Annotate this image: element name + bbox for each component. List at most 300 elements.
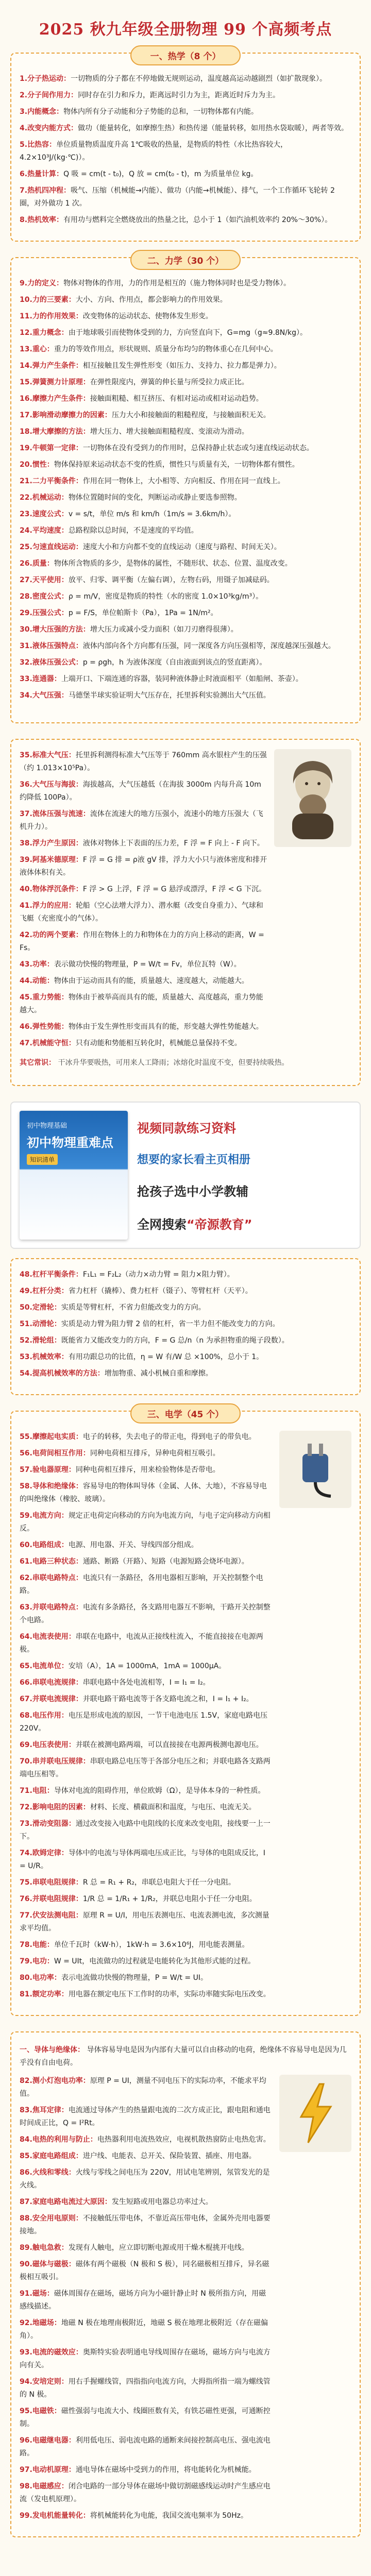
list-item [20, 426, 351, 438]
promo-banner[interactable] [10, 1101, 361, 1249]
item-text: 容易导电的物体叫导体（金属、人体、大地），不容易导电的叫绝缘体（橡胶、玻璃）。 [20, 1482, 267, 1503]
item-number: 48. [20, 1270, 32, 1279]
lightning-icon [279, 2075, 351, 2152]
list-item [20, 837, 268, 850]
item-text: Q 吸 = cm(t - t₀)，Q 放 = cm(t₀ - t)，m 为质量单位 kg。 [63, 170, 258, 178]
list-item [20, 442, 351, 455]
item-number: 46. [20, 1023, 32, 1031]
list-item [20, 2480, 273, 2506]
item-number: 35. [20, 751, 32, 759]
list-item [20, 2434, 273, 2460]
item-number: 80. [20, 1974, 32, 1982]
list-item [20, 541, 351, 554]
item-text: 单位千瓦时（kW·h），1kW·h = 3.6×10⁶J，用电能表测量。 [54, 1941, 249, 1949]
item-key: 液体压强特点： [32, 642, 83, 650]
item-text: 原理 P = UI，测量不同电压下的实际功率，不能求平均值。 [20, 2077, 266, 2098]
item-list [20, 277, 351, 706]
item-number: 21. [20, 477, 32, 485]
item-text: 用电器在额定电压下工作时的功率，实际功率随实际电压改变。 [68, 1990, 271, 1998]
list-item [20, 393, 351, 405]
content-with-picture [20, 1431, 351, 2005]
list-item [20, 2510, 273, 2522]
item-number: 50. [20, 1303, 32, 1312]
item-key: 杠杆平衡条件： [32, 1270, 83, 1279]
list-item [20, 1447, 273, 1460]
item-key: 电功率： [32, 1974, 61, 1982]
item-key: 电流表使用： [32, 1633, 76, 1641]
list-item [20, 492, 351, 504]
item-number: 43. [20, 960, 32, 969]
item-key: 速度公式： [32, 510, 69, 518]
item-number: 67. [20, 1695, 32, 1703]
item-key: 大气压与海拔： [32, 781, 83, 789]
list-item [20, 360, 351, 372]
item-key: 标准大气压： [32, 751, 76, 759]
item-key: 地磁场： [32, 2319, 61, 2327]
item-number: 96. [20, 2436, 32, 2445]
list-item [20, 1510, 273, 1535]
item-key: 影响电阻的因素： [32, 1803, 90, 1811]
list-item [20, 277, 351, 290]
item-key: 增大摩擦的方法： [32, 428, 90, 436]
misc-note-text: 干冰升华要吸热，可用来人工降雨；冰熔化时温度不变，但要持续吸热。 [58, 1059, 289, 1067]
item-text: 将机械能转化为电能，我国交流电频率为 50Hz。 [90, 2512, 248, 2520]
item-number: 38. [20, 839, 32, 848]
item-number: 91. [20, 2290, 32, 2298]
item-text: 物体由于发生弹性形变而具有的能，形变越大弹性势能越大。 [68, 1023, 263, 1031]
item-number: 94. [20, 2378, 32, 2386]
item-number: 99. [20, 2512, 32, 2520]
item-text: 轮船（空心法增大浮力）、潜水艇（改变自身重力）、气球和飞艇（充密度小的气体）。 [20, 902, 263, 923]
list-item [20, 1318, 351, 1331]
item-number: 31. [20, 642, 32, 650]
list-item [20, 376, 351, 389]
item-number: 32. [20, 658, 32, 667]
item-text: 发现有人触电，应立即切断电源或用干燥木棍挑开电线。 [68, 2244, 249, 2252]
list-item [20, 2376, 273, 2401]
item-key: 触电急救： [32, 2244, 69, 2252]
item-key: 电功： [32, 1957, 54, 1965]
item-key: 弹力产生条件： [32, 362, 83, 370]
list-item [20, 991, 268, 1017]
item-text: 海拔越高，大气压越低（在海拔 3000m 内每升高 10m 约降低 100Pa）。 [20, 781, 261, 802]
list-item [20, 1818, 273, 1843]
item-key: 增大压强的方法： [32, 625, 90, 634]
item-text: 总路程除以总时间，不是速度的平均值。 [68, 527, 198, 535]
item-text: 材料、长度、横截面积和温度，与电压、电流无关。 [90, 1803, 256, 1811]
item-key: 电压表使用： [32, 1741, 76, 1749]
item-key: 压强公式： [32, 609, 69, 617]
item-number: 86. [20, 2168, 32, 2177]
list-item [20, 122, 351, 135]
item-key: 重力势能： [32, 993, 69, 1002]
item-number: 11. [20, 312, 32, 320]
item-text: 增大压力或减小受力面积（如刀刃磨得很薄）。 [90, 625, 238, 634]
item-number: 44. [20, 977, 32, 985]
list-item [20, 2133, 273, 2146]
section-mechanics-continued [10, 739, 361, 1086]
item-text: v = s/t，单位 m/s 和 km/h（1m/s = 3.6km/h）。 [68, 510, 236, 518]
list-item [20, 139, 351, 164]
section-electricity-continued [10, 2031, 361, 2537]
item-key: 电能： [32, 1941, 54, 1949]
item-list [20, 73, 351, 227]
item-key: 二力平衡条件： [32, 477, 83, 485]
item-text: ρ = m/V，密度是物质的特性（水的密度 1.0×10³kg/m³）。 [68, 592, 263, 601]
item-number: 17. [20, 411, 32, 419]
list-item [20, 623, 351, 636]
item-number: 45. [20, 993, 32, 1002]
list-item [20, 1334, 351, 1347]
promo-line-4 [137, 1214, 351, 1232]
list-item [20, 524, 351, 537]
section-heat [10, 53, 361, 242]
list-item [20, 640, 351, 653]
item-number: 10. [20, 296, 32, 304]
item-text: 上端开口、下端连通的容器，装同种液体静止时液面相平（如船闸、茶壶）。 [61, 675, 303, 683]
item-number: 93. [20, 2348, 32, 2357]
item-key: 磁体与磁极： [32, 2260, 76, 2268]
list-item [20, 1893, 273, 1906]
promo-search-label: 全网搜索 [137, 1217, 187, 1232]
item-number: 71. [20, 1787, 32, 1795]
item-number: 37. [20, 810, 32, 818]
list-item [20, 557, 351, 570]
list-item [20, 1631, 273, 1656]
item-key: 焦耳定律： [32, 2106, 69, 2114]
list-item [20, 1755, 273, 1781]
item-text: 奥斯特实验表明通电导线周围存在磁场，磁场方向与电流方向有关。 [20, 2348, 271, 2369]
book-tag: 知识清单 [27, 1154, 58, 1165]
item-number: 29. [20, 609, 32, 617]
item-key: 分子热运动： [27, 75, 71, 83]
list-item [20, 1876, 273, 1889]
list-item [20, 1739, 273, 1752]
item-number: 72. [20, 1803, 32, 1811]
item-text: 电热器利用电流热效应，电视机散热窗防止电热危害。 [97, 2136, 271, 2144]
item-number: 61. [20, 1557, 32, 1566]
list-item [20, 2317, 273, 2343]
list-item [20, 778, 268, 804]
list-item [20, 1351, 351, 1364]
item-key: 并联电流规律： [32, 1695, 83, 1703]
item-number: 98. [20, 2482, 32, 2490]
item-text: 物体位置随时间的变化，判断运动或静止要选参照物。 [68, 494, 242, 502]
promo-brand: “帝源教育” [187, 1217, 252, 1232]
item-key: 牛顿第一定律： [32, 444, 83, 452]
item-number: 26. [20, 560, 32, 568]
item-key: 热量计算： [27, 170, 64, 178]
list-item [20, 2150, 273, 2163]
list-item [20, 808, 268, 834]
item-text: 物体保持原来运动状态不变的性质，惯性只与质量有关，一切物体都有惯性。 [54, 461, 299, 469]
item-key: 功的两个要素： [32, 931, 83, 939]
item-key: 验电器原理： [32, 1466, 76, 1474]
misc-note-key: 其它常识： [20, 1059, 56, 1067]
item-text: 规定正电荷定向移动的方向为电流方向，与电子定向移动方向相反。 [20, 1512, 271, 1533]
list-item [20, 673, 351, 686]
item-text: p = F/S，单位帕斯卡（Pa），1Pa = 1N/m²。 [68, 609, 218, 617]
list-item [20, 883, 268, 896]
item-number: 85. [20, 2152, 32, 2160]
item-text: 闭合电路的一部分导体在磁场中做切割磁感线运动时产生感应电流（发电机原理）。 [20, 2482, 271, 2503]
item-key: 电热的利用与防止： [32, 2136, 97, 2144]
item-key: 力的作用效果： [32, 312, 83, 320]
item-key: 发电机能量转化： [32, 2512, 90, 2520]
item-key: 并联电阻规律： [32, 1895, 83, 1903]
item-text: 磁性强弱与电流大小、线圈匝数有关，有铁芯磁性更强，可通断控制。 [20, 2407, 271, 2428]
item-number: 79. [20, 1957, 32, 1965]
item-key: 弹性势能： [32, 1023, 69, 1031]
item-key: 惯性： [32, 461, 54, 469]
item-key: 定滑轮： [32, 1303, 61, 1312]
item-key: 质量： [32, 560, 54, 568]
item-key: 弹簧测力计原理： [32, 378, 90, 386]
item-number: 57. [20, 1466, 32, 1474]
page-title: 2025 秋九年级全册物理 99 个高频考点 [39, 21, 332, 39]
item-text: p = ρgh，h 为液体深度（自由液面到该点的竖直距离）。 [82, 658, 267, 667]
item-list [20, 1268, 351, 1380]
item-key: 电流方向： [32, 1512, 69, 1520]
item-key: 重心： [32, 345, 54, 353]
list-item [20, 2287, 273, 2313]
item-text: 同种电荷相互排斥，异种电荷相互吸引。 [90, 1449, 220, 1458]
item-text: 串联电路总电压等于各部分电压之和；并联电路各支路两端电压相等。 [20, 1757, 271, 1778]
item-key: 电磁铁： [32, 2407, 61, 2415]
book-title: 初中物理重难点 [27, 1136, 113, 1150]
section-heading: 一、热学（8 个） [130, 45, 241, 65]
promo-line-2: 想要的家长看主页相册 [137, 1153, 251, 1166]
item-number: 23. [20, 510, 32, 518]
item-number: 76. [20, 1895, 32, 1903]
item-key: 电流单位： [32, 1662, 69, 1670]
promo-text [137, 1111, 351, 1240]
item-text: 用右手握螺线管，四指指向电流方向，大拇指所指一端为螺线管的 N 极。 [20, 2378, 271, 2399]
electric-plug-icon [279, 1431, 351, 1508]
item-number: 7. [20, 187, 28, 195]
item-text: 单位质量物质温度升高 1℃吸收的热量，是物质的特性（水比热容较大，4.2×10³J/(kg·℃)）。 [20, 141, 288, 162]
item-number: 92. [20, 2319, 32, 2327]
list-item [20, 1539, 273, 1552]
item-key: 串联电路特点： [32, 1574, 83, 1582]
list-item [20, 854, 268, 879]
list-item [20, 1676, 273, 1689]
item-key: 滑轮组： [32, 1336, 61, 1345]
item-number: 74. [20, 1849, 32, 1857]
book-cover-image [20, 1111, 128, 1240]
list-item [20, 574, 351, 587]
item-key: 功率： [32, 960, 54, 969]
list-item [20, 2196, 273, 2209]
item-text: 电源、用电器、开关、导线四部分组成。 [68, 1541, 198, 1549]
item-key: 电荷间相互作用： [32, 1449, 90, 1458]
item-number: 81. [20, 1990, 32, 1998]
item-text: 通路、断路（开路）、短路（电源短路会烧坏电源）。 [82, 1557, 249, 1566]
item-number: 63. [20, 1603, 32, 1612]
item-list [20, 1431, 273, 2005]
item-number: 69. [20, 1741, 32, 1749]
item-number: 62. [20, 1574, 32, 1582]
item-key: 串联电阻规律： [32, 1878, 83, 1887]
list-item [20, 184, 351, 210]
item-key: 杠杆分类： [32, 1287, 69, 1295]
list-item [20, 1464, 273, 1477]
item-text: 流体在流速大的地方压强小，流速小的地方压强大（飞机升力）。 [20, 810, 263, 831]
item-text: 液体对物体上下表面的压力差，F 浮 = F 向上 - F 向下。 [82, 839, 264, 848]
item-number: 70. [20, 1757, 32, 1766]
item-key: 电路组成： [32, 1541, 69, 1549]
item-text: 吸气、压缩（机械能→内能）、做功（内能→机械能）、排气，一个工作循环飞轮转 2 圈，对外做功 1 次。 [20, 187, 335, 208]
list-item [20, 900, 268, 925]
item-text: 通电导体在磁场中受到力的作用，将电能转化为机械能。 [75, 2466, 256, 2474]
list-item [20, 2104, 273, 2130]
list-item [20, 1037, 268, 1050]
item-key: 动滑轮： [32, 1320, 61, 1328]
list-item [20, 749, 268, 775]
item-number: 83. [20, 2106, 32, 2114]
item-number: 18. [20, 428, 32, 436]
item-number: 52. [20, 1336, 32, 1345]
item-key: 平均速度： [32, 527, 69, 535]
item-key: 测小灯泡电功率： [32, 2077, 90, 2085]
list-item [20, 168, 351, 181]
item-text: 进户线、电能表、总开关、保险装置、插座、用电器。 [82, 2152, 256, 2160]
item-text: 表示做功快慢的物理量，P = W/t = Fv，单位瓦特（W）。 [54, 960, 241, 969]
item-text: 液体内部向各个方向都有压强，同一深度各方向压强相等，深度越深压强越大。 [82, 642, 335, 650]
list-item [20, 1660, 273, 1673]
item-number: 75. [20, 1878, 32, 1887]
item-number: 84. [20, 2136, 32, 2144]
misc-note [20, 1057, 351, 1070]
item-key: 安全用电原则： [32, 2214, 83, 2223]
item-key: 额定功率： [32, 1990, 69, 1998]
item-number: 22. [20, 494, 32, 502]
item-text: 作用在物体上的力和物体在力的方向上移动的距离，W = Fs。 [20, 931, 264, 952]
item-number: 6. [20, 170, 28, 178]
item-key: 热机效率： [27, 216, 64, 224]
item-key: 阿基米德原理： [32, 856, 83, 864]
item-text: 相互接触且发生弹性形变（如压力、支持力、拉力都是弹力）。 [82, 362, 281, 370]
list-item [20, 1955, 273, 1968]
item-number: 73. [20, 1820, 32, 1828]
item-text: 有用功与燃料完全燃烧放出的热量之比，总小于 1（如汽油机效率约 20%～30%）。 [63, 216, 332, 224]
item-number: 13. [20, 345, 32, 353]
item-number: 5. [20, 141, 28, 149]
list-item [20, 1367, 351, 1380]
item-key: 匀速直线运动： [32, 543, 83, 551]
list-item [20, 2405, 273, 2431]
item-text: 大小、方向、作用点，都会影响力的作用效果。 [75, 296, 227, 304]
item-number: 60. [20, 1541, 32, 1549]
list-item [20, 975, 268, 988]
item-number: 56. [20, 1449, 32, 1458]
list-item [20, 689, 351, 702]
item-number: 14. [20, 362, 32, 370]
item-text: 在弹性限度内，弹簧的伸长量与所受拉力成正比。 [90, 378, 249, 386]
scientist-portrait-icon [274, 749, 351, 847]
list-item [20, 1480, 273, 1506]
item-key: 电阻： [32, 1787, 54, 1795]
item-number: 3. [20, 108, 28, 116]
list-item [20, 590, 351, 603]
item-number: 95. [20, 2407, 32, 2415]
list-item [20, 1693, 273, 1706]
item-number: 27. [20, 576, 32, 584]
item-key: 重力概念： [32, 329, 69, 337]
item-key: 导体和绝缘体： [32, 1482, 83, 1490]
list-item [20, 1709, 273, 1735]
item-number: 9. [20, 279, 28, 287]
item-key: 密度公式： [32, 592, 69, 601]
item-key: 火线和零线： [32, 2168, 76, 2177]
item-text: 同种电荷相互排斥，用来检验物体是否带电。 [75, 1466, 220, 1474]
item-number: 39. [20, 856, 32, 864]
item-text: 磁体有两个磁极（N 极和 S 极），同名磁极相互排斥，异名磁极相互吸引。 [20, 2260, 269, 2281]
item-number: 58. [20, 1482, 32, 1490]
item-text: 一切物质的分子都在不停地做无规则运动，温度越高运动越剧烈（如扩散现象）。 [71, 75, 327, 83]
item-text: 电流只有一条路径，各用电器相互影响，开关控制整个电路。 [20, 1574, 263, 1595]
item-key: 热机四冲程： [27, 187, 71, 195]
item-number: 53. [20, 1353, 32, 1361]
item-number: 51. [20, 1320, 32, 1328]
book-series-label: 初中物理基础 [27, 1122, 68, 1130]
item-number: 16. [20, 395, 32, 403]
item-number: 15. [20, 378, 32, 386]
item-key: 电磁感应： [32, 2482, 69, 2490]
item-text: 有用功跟总功的比值，η = W 有/W 总 ×100%，总小于 1。 [68, 1353, 264, 1361]
list-item [20, 1555, 273, 1568]
item-text: 重力的等效作用点，形状规则、质量分布均匀的物体重心在几何中心。 [54, 345, 278, 353]
list-item [20, 1909, 273, 1935]
item-key: 串联电流规律： [32, 1679, 83, 1687]
item-key: 机械运动： [32, 494, 69, 502]
list-item [20, 475, 351, 488]
item-number: 90. [20, 2260, 32, 2268]
item-text: F 浮 > G 上浮，F 浮 = G 悬浮或漂浮，F 浮 < G 下沉。 [82, 885, 266, 893]
item-number: 19. [20, 444, 32, 452]
item-list [20, 749, 268, 1054]
item-text: 导体对电流的阻碍作用，单位欧姆（Ω），是导体本身的一种性质。 [54, 1787, 265, 1795]
list-item [20, 73, 351, 86]
list-item [20, 2258, 273, 2284]
item-text: 由于地球吸引而使物体受到的力，方向竖直向下，G=mg（g≈9.8N/kg）。 [68, 329, 307, 337]
list-item [20, 1301, 351, 1314]
item-key: 力的三要素： [32, 296, 76, 304]
item-text: R 总 = R₁ + R₂，串联总电阻大于任一分电阻。 [82, 1878, 235, 1887]
item-key: 机械效率： [32, 1353, 69, 1361]
item-text: 物体对物体的作用，力的作用是相互的（施力物体同时也是受力物体）。 [63, 279, 291, 287]
item-key: 摩擦力产生条件： [32, 395, 90, 403]
section-machines [10, 1258, 361, 1395]
item-key: 家庭电路组成： [32, 2152, 83, 2160]
list-item [20, 327, 351, 340]
item-text: 改变物体的运动状态、使物体发生形变。 [82, 312, 213, 320]
item-key: 分子间作用力： [27, 91, 78, 99]
item-number: 49. [20, 1287, 32, 1295]
item-number: 2. [20, 91, 28, 99]
list-item [20, 294, 351, 307]
item-number: 1. [20, 75, 28, 83]
item-key: 滑动变阻器： [32, 1820, 76, 1828]
item-text: 既能省力又能改变力的方向，F = G 总/n（n 为承担物重的绳子段数）。 [61, 1336, 289, 1345]
item-key: 物体浮沉条件： [32, 885, 83, 893]
list-item [20, 1572, 273, 1598]
list-item [20, 1601, 273, 1627]
item-key: 电磁继电器： [32, 2436, 76, 2445]
lead-note [20, 2044, 351, 2070]
list-item [20, 656, 351, 669]
item-number: 54. [20, 1369, 32, 1378]
